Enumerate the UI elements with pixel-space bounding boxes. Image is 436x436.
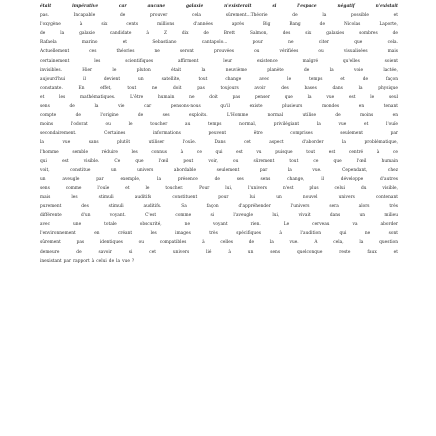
text-line: compte de l'origine de ses exploits. L'Homme normal utilise de moins en [40, 113, 398, 119]
text-line: l'homme semble réduire les connus à ce qui est vu puisque tout est centré à ce [40, 149, 398, 155]
text-line: avec une totale obscurité, ne voyant rien. Le cerveau va aborder [40, 222, 398, 228]
text-line: sûrement pas identiques ou compatibles à celles de la vue. A cela, la question [40, 240, 398, 246]
text-line: voit, constitue un univers abordable seulement par la vue. Cependant, chez [40, 167, 398, 173]
text-line: constante. En effet, tout ne doit pas toujours avoir des bases dans la physique [40, 85, 398, 91]
text-line: était impérative car aucune galaxie n'existerait si l'espace négatif n'existait [40, 4, 398, 9]
text-line: un aveugle par exemple, la présence de ses sens change, il développe d'autres [40, 176, 398, 182]
text-line: mais les stimuli auditifs constituent pour lui un nouvel univers contenant [40, 194, 398, 200]
text-line: inexistant par rapport à celui de la vue ? [40, 258, 135, 264]
text-line: de la galaxie candidate à Z dix de Brett Salmon, des six galaxies sombres de [40, 31, 398, 37]
text-line: pas. Incapable de prouver cela sûrement...Théorie de la possible et [40, 13, 398, 19]
text-line: Actuellement ces théories ne seront prouvées ou vérifiées ou visualisées mais [40, 49, 398, 55]
text-line: différente d'un voyant. C'est comme si l'aveugle lui, vivait dans un milieu [40, 213, 398, 219]
text-line: purement des stimuli auditifs. Sa façon d'appréhender l'univers sera alors très [40, 204, 398, 210]
text-line: qui est visible. Ce que l'œil peut voir, ou sûrement tout ce que l'œil humain [40, 158, 398, 164]
text-line: sens de la vie car pensons-nous qu'il existe plusieurs mondes en tenant [40, 104, 398, 110]
text-line: demeure de savoir si cet univers lié à un sens quelconque reste faux et [40, 249, 398, 255]
text-line: invisibles. Hier le pluton était la neuvième planète de la voie lactée, [40, 67, 398, 73]
text-line: l'oxygène à six cents millions d'années après Big Bang de Nicolas Laporte, [40, 22, 398, 28]
document-page [40, 2, 398, 432]
text-line: et les mathématiques. L'être humain ne doit pas penser que la vue est le seul [40, 94, 398, 100]
text-line: certainement les scientifiques affirment leur existence malgré qu'elles soient [40, 58, 398, 64]
text-line: sens comme l'ouïe et le toucher. Pour lui, l'univers n'est plus celui du visible, [40, 185, 398, 191]
text-line: secondairement. Certaines informations peuvent être comprises seulement par [40, 131, 398, 137]
text-line: l'environnement en créant les images très spécifiques à l'audition qui ne sont [40, 231, 398, 237]
text-line: moins l'odorat ou le toucher au temps normal, privilégiant la vue et l'ouïe [40, 122, 398, 128]
text-line: Rafaela marino et Sebastiano cantapolo... pour ne citer que cela. [40, 40, 398, 46]
text-line: aujourd'hui il devient un satellite, tout change avec le temps et de façon [40, 76, 398, 82]
text-line: la vue sans plutôt utiliser l'ouïe. Dans cet aspect d'aborder la problématique, [40, 140, 398, 146]
